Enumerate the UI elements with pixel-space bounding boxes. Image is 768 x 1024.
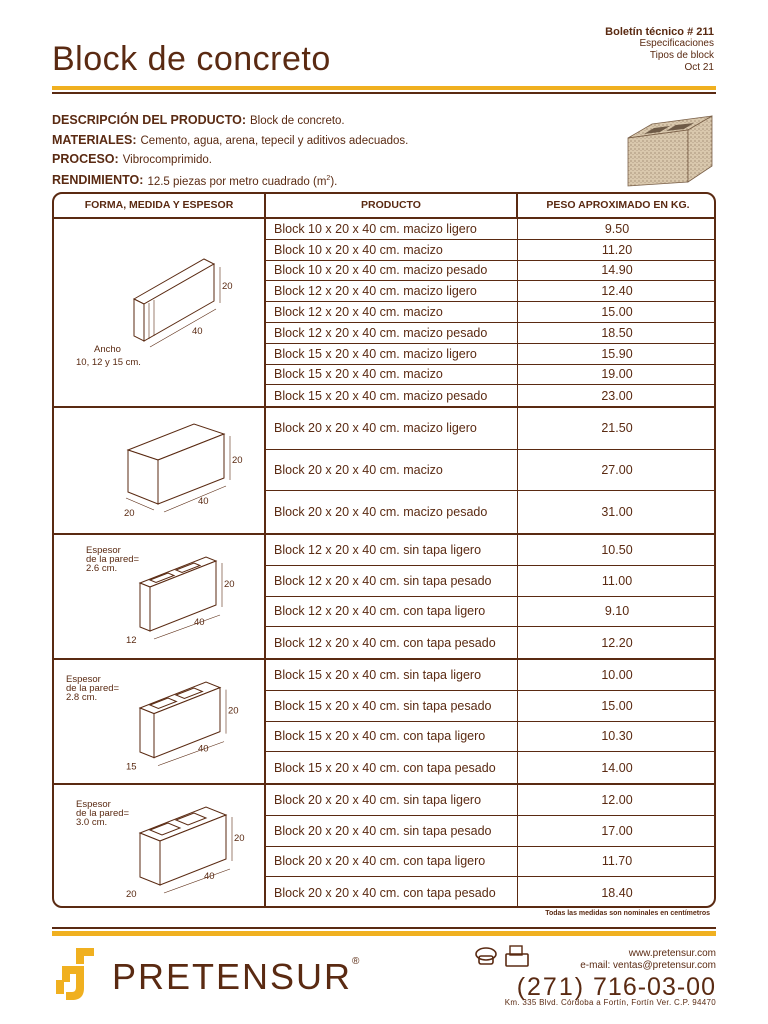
header-producto: PRODUCTO [266,194,518,217]
table-row [266,281,716,302]
dim-width: 15 [126,761,137,773]
hollow-block-photo [622,104,716,188]
weight-cell: 10.30 [601,729,633,744]
product-cell: Block 20 x 20 x 40 cm. sin tapa ligero [266,785,518,815]
table-row [266,535,716,566]
wall-thickness: 3.0 cm. [76,817,108,828]
weight-cell: 23.00 [601,388,633,403]
wall-label: Espesor [86,545,121,556]
product-cell: Block 20 x 20 x 40 cm. sin tapa pesado [266,816,518,846]
product-cell: Block 12 x 20 x 40 cm. sin tapa ligero [266,535,518,565]
specs-table [52,192,716,908]
block-group [54,785,714,908]
dim-height: 20 [224,579,235,590]
weight-cell: 17.00 [601,823,633,838]
bulletin-info [605,26,714,74]
address: Km. 335 Blvd. Córdoba a Fortín, Fortín Ver. C.P. 94470 [504,998,716,1007]
fax-icon [506,946,528,966]
product-cell: Block 20 x 20 x 40 cm. macizo ligero [266,408,518,449]
table-row [266,660,716,691]
product-cell: Block 10 x 20 x 40 cm. macizo ligero [266,219,518,239]
bottom-gold-rule [52,931,716,936]
header-peso: PESO APROXIMADO EN KG. [546,199,690,211]
weight-cell: 12.40 [601,284,633,299]
table-row [266,323,716,344]
block-group [54,219,714,408]
phone-icon [476,948,496,964]
table-row [266,847,716,878]
footnote: Todas las medidas son nominales en centímetros [545,910,710,917]
wall-label-2: de la pared= [76,808,130,819]
product-cell: Block 20 x 20 x 40 cm. macizo [266,450,518,491]
email-link[interactable]: e-mail: ventas@pretensur.com [580,960,716,971]
bottom-brown-rule [52,927,716,929]
product-cell: Block 15 x 20 x 40 cm. macizo [266,365,518,385]
weight-cell: 15.90 [601,346,633,361]
dim-width: 20 [124,508,135,519]
weight-cell: 9.50 [604,221,630,236]
block-drawing [54,219,264,408]
weight-cell: 10.50 [601,542,633,557]
product-cell: Block 15 x 20 x 40 cm. con tapa ligero [266,722,518,752]
block-figure-cell [54,660,266,783]
weight-cell: 14.90 [601,263,633,278]
desc-proceso: PROCESO: Vibrocomprimido. [52,152,212,166]
desc-rendimiento: RENDIMIENTO: 12.5 piezas por metro cuadrado $(m^2)$. [52,173,338,188]
bulletin-types: Tipos de block [649,50,714,61]
website-link[interactable]: www.pretensur.com [628,948,716,959]
product-cell: Block 15 x 20 x 40 cm. sin tapa ligero [266,660,518,690]
weight-cell: 15.00 [601,305,633,320]
bulletin-date: Oct 21 [684,62,714,73]
product-cell: Block 15 x 20 x 40 cm. macizo pesado [266,385,518,406]
wall-label-2: de la pared= [66,683,120,694]
top-brown-rule [52,92,716,94]
table-row [266,491,716,533]
table-row [266,627,716,658]
dim-length: 40 [194,617,205,628]
product-cell: Block 12 x 20 x 40 cm. sin tapa pesado [266,566,518,596]
dim-width: 20 [126,889,137,900]
bulletin-spec: Especificaciones [639,38,714,49]
dim-length: 40 [198,496,209,507]
block-group [54,660,714,785]
product-cell: Block 12 x 20 x 40 cm. macizo pesado [266,323,518,343]
block-drawing [54,660,264,785]
block-figure-cell [54,535,266,658]
weight-cell: 9.10 [604,604,630,619]
header-forma: FORMA, MEDIDA Y ESPESOR [54,194,266,217]
weight-cell: 27.00 [601,462,633,477]
wall-label: Espesor [76,799,111,810]
dim-height: 20 [222,281,233,292]
table-row [266,240,716,261]
fig-caption: Ancho [94,344,121,355]
dim-length: 40 [198,743,209,755]
pretensur-logo-icon [54,946,104,1006]
product-cell: Block 12 x 20 x 40 cm. con tapa pesado [266,627,518,658]
phone-number: (271) 716-03-00 [516,973,716,1001]
table-row [266,261,716,282]
product-description [52,111,408,191]
weight-cell: 31.00 [601,504,633,519]
table-row [266,597,716,628]
weight-cell: 12.20 [601,635,633,650]
weight-cell: 14.00 [601,760,633,775]
block-drawing [54,535,264,660]
table-row [266,816,716,847]
block-group [54,535,714,660]
weight-cell: 15.00 [601,698,633,713]
wall-label: Espesor [66,674,101,685]
table-row [266,785,716,816]
desc-producto: DESCRIPCIÓN DEL PRODUCTO: Block de concreto. [52,113,345,127]
weight-cell: 11.00 [601,573,633,588]
product-cell: Block 15 x 20 x 40 cm. con tapa pesado [266,752,518,783]
product-cell: Block 12 x 20 x 40 cm. con tapa ligero [266,597,518,627]
wall-thickness: 2.8 cm. [66,692,98,703]
page-title: Block de concreto [52,40,331,78]
table-row [266,722,716,753]
block-drawing [54,408,264,535]
weight-cell: 18.50 [601,325,633,340]
weight-cell: 12.00 [601,792,633,807]
block-drawing [54,785,264,908]
block-figure-cell [54,408,266,533]
bulletin-number: Boletín técnico # 211 [605,26,714,38]
table-row [266,691,716,722]
table-row [266,385,716,406]
block-group [54,408,714,535]
dim-length: 40 [204,871,215,882]
fig-caption-widths: 10, 12 y 15 cm. [76,357,141,368]
table-row [266,365,716,386]
dim-width: 12 [126,635,137,646]
product-cell: Block 10 x 20 x 40 cm. macizo [266,240,518,260]
wall-thickness: 2.6 cm. [86,563,118,574]
dim-height: 20 [232,455,243,466]
product-cell: Block 20 x 20 x 40 cm. macizo pesado [266,491,518,533]
product-cell: Block 12 x 20 x 40 cm. macizo ligero [266,281,518,301]
weight-cell: 18.40 [601,885,633,900]
wall-label-2: de la pared= [86,554,140,565]
weight-cell: 11.70 [601,854,633,869]
top-gold-rule [52,86,716,90]
product-cell: Block 15 x 20 x 40 cm. macizo ligero [266,344,518,364]
desc-materiales: MATERIALES: Cemento, agua, arena, tepecil y aditivos adecuados. [52,132,409,147]
table-row [266,219,716,240]
phone-fax-icons [474,944,532,972]
product-cell: Block 12 x 20 x 40 cm. macizo [266,302,518,322]
table-row [266,566,716,597]
product-cell: Block 20 x 20 x 40 cm. con tapa pesado [266,877,518,908]
dim-height: 20 [234,833,245,844]
contact-info [580,948,716,972]
table-row [266,302,716,323]
weight-cell: 21.50 [601,421,633,436]
dim-height: 20 [228,705,239,717]
weight-cell: 19.00 [601,367,633,382]
weight-cell: 11.20 [601,242,633,257]
block-figure-cell [54,785,266,908]
block-figure-cell [54,219,266,406]
table-row [266,450,716,492]
product-cell: Block 10 x 20 x 40 cm. macizo pesado [266,261,518,281]
product-cell: Block 15 x 20 x 40 cm. sin tapa pesado [266,691,518,721]
table-row [266,877,716,908]
table-header [54,194,714,219]
table-row [266,752,716,783]
dim-length: 40 [192,326,203,337]
brand-name: PRETENSUR® [112,956,360,997]
product-cell: Block 20 x 20 x 40 cm. con tapa ligero [266,847,518,877]
table-row [266,344,716,365]
table-row [266,408,716,450]
weight-cell: 10.00 [601,667,633,682]
